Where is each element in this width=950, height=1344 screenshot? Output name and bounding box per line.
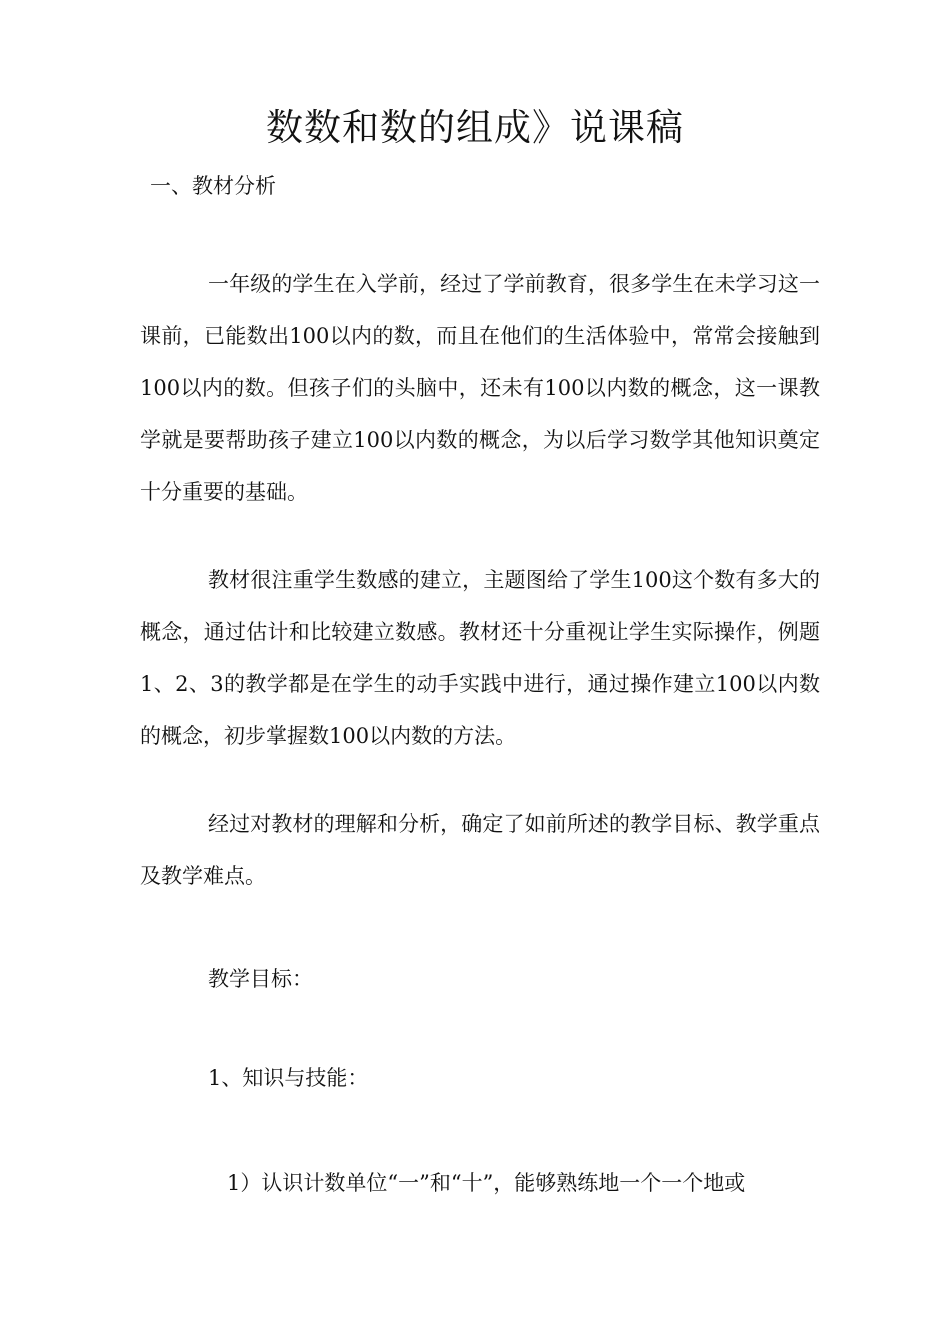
objective-item-counting-units: 1）认识计数单位“一”和“十”，能够熟练地一个一个地或 bbox=[227, 1171, 746, 1195]
paragraph-textbook-features: 教材很注重学生数感的建立，主题图给了学生100这个数有多大的概念，通过估计和比较建立数感。教材还十分重视让学生实际操作，例题1、2、3的教学都是在学生的动手实践中进行，通过操作建立100以内数的概念，初步掌握数100以内数的方法。 bbox=[140, 568, 820, 748]
objective-knowledge-skills-label: 1、知识与技能： bbox=[208, 1066, 369, 1090]
paragraph-student-background: 一年级的学生在入学前，经过了学前教育，很多学生在未学习这一课前，已能数出100以内的数，而且在他们的生活体验中，常常会接触到100以内的数。但孩子们的头脑中，还未有100以内数的概念，这一课教学就是要帮助孩子建立100以内数的概念，为以后学习数学其他知识奠定十分重要的基础。 bbox=[140, 272, 820, 504]
paragraph-analysis-conclusion: 经过对教材的理解和分析，确定了如前所述的教学目标、教学重点及教学难点。 bbox=[140, 812, 820, 888]
objectives-label: 教学目标： bbox=[208, 967, 313, 991]
section-heading-textbook-analysis: 一、教材分析 bbox=[150, 174, 276, 198]
document-title: 数数和数的组成》说课稿 bbox=[266, 106, 684, 149]
